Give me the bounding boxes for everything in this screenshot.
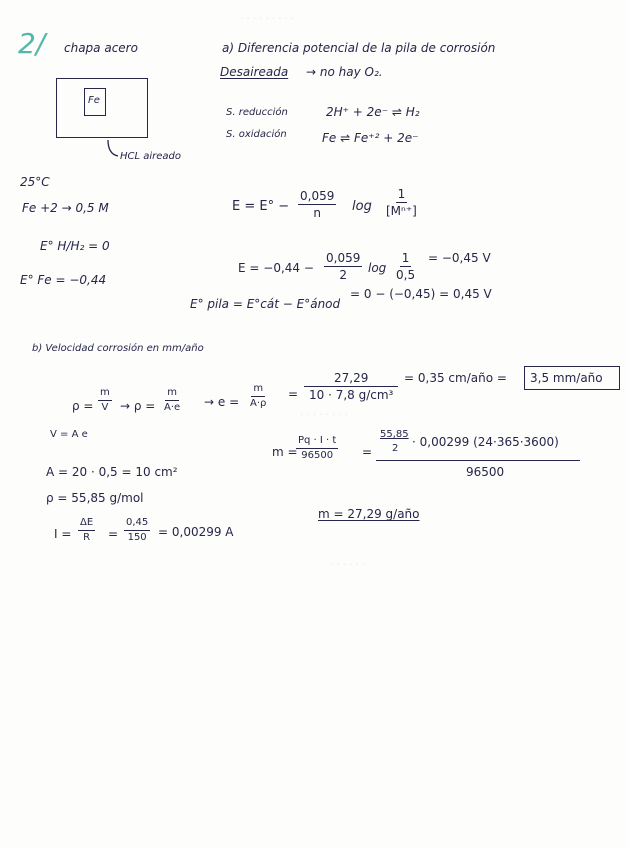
- m-value-fraction-bar: [376, 460, 580, 461]
- nernst-log-denominator: [Mⁿ⁺]: [386, 204, 417, 218]
- e-pila-rhs: = 0 − (−0,45) = 0,45 V: [350, 287, 492, 301]
- e-arrow: → e =: [204, 395, 240, 409]
- m-numerator: Pq · I · t: [296, 436, 338, 449]
- current-denominator-2: 150: [127, 532, 147, 543]
- bleed-through-3: · · · · · ·: [330, 560, 365, 571]
- nernst-calc-result: = −0,45 V: [428, 251, 491, 265]
- nernst-calc-log: log: [368, 261, 387, 275]
- oxidation-label: S. oxidación: [226, 129, 287, 140]
- nernst-calc-denominator: 2: [339, 268, 347, 282]
- e-pila-lhs: E° pila = E°cát − E°ánod: [190, 297, 341, 311]
- nernst-calc-log-fraction: [396, 252, 415, 281]
- rho-a-numerator: m: [98, 388, 112, 401]
- m-value-num-c: · 0,00299 (24·365·3600): [412, 435, 559, 449]
- nernst-calc-fraction: [324, 252, 362, 281]
- m-value-denominator: 96500: [466, 465, 505, 479]
- bleed-through-2: · · · · · · · ·: [300, 410, 348, 421]
- nernst-denominator: n: [313, 206, 321, 220]
- nernst-log: log: [352, 199, 372, 214]
- rho-fe-value: ρ = 55,85 g/mol: [46, 491, 144, 505]
- bleed-through-1: · · · · · · · · ·: [240, 14, 295, 25]
- reduction-label: S. reducción: [226, 107, 288, 118]
- oxidation-equation: Fe ⇌ Fe⁺² + 2e⁻: [322, 131, 419, 145]
- m-equals: =: [362, 445, 373, 459]
- rho-a-denominator: V: [101, 402, 109, 413]
- m-value-num-b: 2: [392, 443, 399, 454]
- mass-result: m = 27,29 g/año: [318, 507, 420, 521]
- e0-hydrogen: E° H/H₂ = 0: [40, 239, 110, 253]
- nernst-calc-log-denominator: 0,5: [396, 268, 416, 282]
- current-fraction-1: [78, 518, 95, 543]
- current-result: = 0,00299 A: [158, 525, 234, 539]
- steel-sheet-label: chapa acero: [64, 41, 138, 55]
- e-fraction: [250, 384, 266, 409]
- e-value-numerator: 27,29: [304, 372, 398, 387]
- volume-eq: V = A e: [50, 429, 88, 440]
- current-denominator-1: R: [83, 532, 91, 543]
- nernst-numerator: 0,059: [300, 189, 335, 203]
- current-lhs: I =: [54, 527, 72, 541]
- rho-b-denominator: A·e: [164, 402, 181, 413]
- nernst-log-numerator: 1: [397, 187, 406, 201]
- rho-fraction-a: [98, 388, 112, 413]
- temperature: 25°C: [20, 175, 50, 189]
- fe-concentration: Fe +2 → 0,5 M: [22, 201, 109, 215]
- hcl-label: HCL aireado: [120, 151, 182, 162]
- part-b-title: b) Velocidad corrosión en mm/año: [32, 343, 204, 354]
- deaerated-label: Desaireada: [220, 65, 289, 79]
- fe-label: Fe: [88, 95, 100, 106]
- e-boxed-result: 3,5 mm/año: [530, 371, 603, 385]
- current-numerator-2: 0,45: [124, 518, 150, 531]
- m-value-num-a: 55,85: [380, 429, 409, 440]
- m-fraction: [296, 436, 338, 461]
- nernst-log-fraction: [386, 188, 417, 217]
- rho-arrow: → ρ =: [120, 399, 156, 413]
- e-numerator: m: [251, 384, 265, 397]
- nernst-calc-log-numerator: 1: [401, 251, 410, 265]
- e-equals: =: [288, 387, 299, 401]
- current-fraction-2: [124, 518, 150, 543]
- m-lhs: m =: [272, 445, 298, 459]
- nernst-calc-numerator: 0,059: [326, 251, 361, 265]
- current-numerator-1: ΔE: [78, 518, 95, 531]
- m-denominator: 96500: [301, 450, 334, 461]
- reduction-equation: 2H⁺ + 2e⁻ ⇌ H₂: [326, 105, 420, 119]
- nernst-lhs: E = E° −: [232, 199, 290, 214]
- no-oxygen-note: → no hay O₂.: [306, 65, 383, 79]
- e0-iron: E° Fe = −0,44: [20, 273, 107, 287]
- e-denominator: A·ρ: [250, 398, 267, 409]
- rho-lhs: ρ =: [72, 399, 94, 413]
- nernst-fraction: [298, 190, 336, 219]
- e-value-denominator: 10 · 7,8 g/cm³: [308, 388, 394, 402]
- part-a-title: a) Diferencia potencial de la pila de corrosión: [222, 41, 496, 55]
- e-value-fraction: [304, 372, 398, 401]
- rho-b-numerator: m: [165, 388, 179, 401]
- e-result: = 0,35 cm/año =: [404, 371, 507, 385]
- area-calc: A = 20 · 0,5 = 10 cm²: [46, 465, 178, 479]
- nernst-calc-lhs: E = −0,44 −: [238, 261, 314, 275]
- current-equals: =: [108, 527, 119, 541]
- problem-number: 2/: [18, 27, 46, 60]
- rho-fraction-b: [164, 388, 180, 413]
